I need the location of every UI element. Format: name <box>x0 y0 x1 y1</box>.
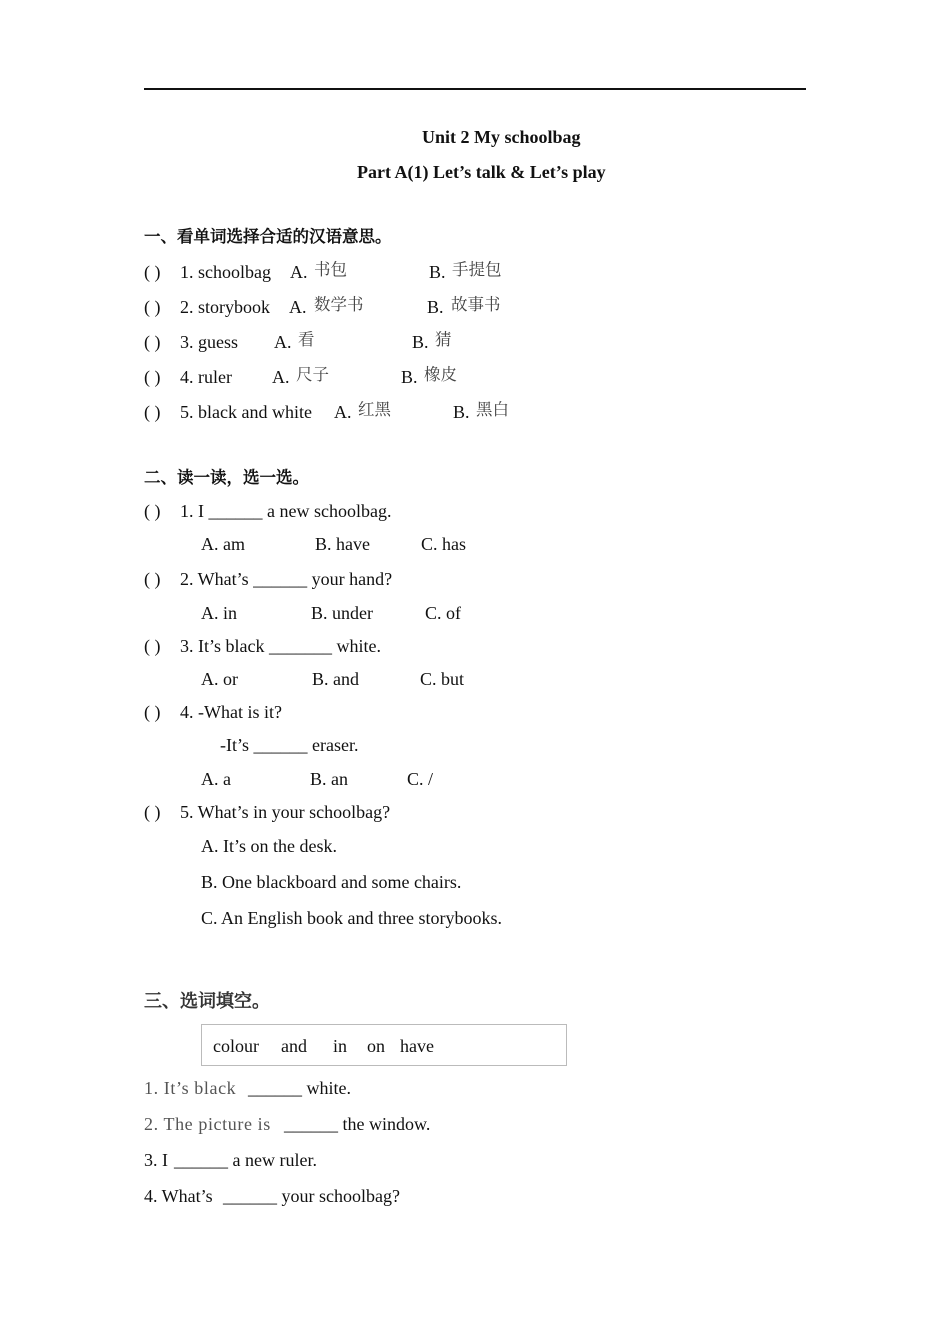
option-a-text: 看 <box>298 330 315 349</box>
option-c: C. has <box>421 534 466 554</box>
sentence-start: 4. What’s <box>144 1186 213 1206</box>
option-b-label: B. <box>429 262 446 282</box>
answer-bracket[interactable]: ( ) <box>144 636 161 656</box>
option-a-label: A. <box>289 297 307 317</box>
page-subtitle: Part A(1) Let’s talk & Let’s play <box>357 162 606 182</box>
section1-heading: 一、看单词选择合适的汉语意思。 <box>144 227 392 246</box>
option-c: C. An English book and three storybooks. <box>201 908 502 928</box>
option-b-label: B. <box>453 402 470 422</box>
answer-bracket[interactable]: ( ) <box>144 297 161 317</box>
option-a: A. or <box>201 669 238 689</box>
question-text: 2. storybook <box>180 297 270 317</box>
option-a-text: 数学书 <box>314 295 364 314</box>
option-b: B. an <box>310 769 348 789</box>
header-rule <box>144 88 806 90</box>
word-bank-word: have <box>400 1036 434 1056</box>
option-b-text: 黑白 <box>476 400 509 419</box>
section2-heading: 二、读一读，选一选。 <box>144 468 309 487</box>
answer-bracket[interactable]: ( ) <box>144 569 161 589</box>
sentence-blank[interactable]: ______ your schoolbag? <box>223 1186 400 1206</box>
option-b-text: 故事书 <box>451 295 501 314</box>
answer-bracket[interactable]: ( ) <box>144 367 161 387</box>
option-b: B. have <box>315 534 370 554</box>
option-a-text: 书包 <box>314 260 347 279</box>
sentence-start: 1. It’s black <box>144 1078 237 1098</box>
page-title: Unit 2 My schoolbag <box>422 127 581 147</box>
word-bank-word: and <box>281 1036 307 1056</box>
option-a: A. am <box>201 534 245 554</box>
option-a-label: A. <box>290 262 308 282</box>
option-c: C. / <box>407 769 434 789</box>
option-c: C. of <box>425 603 461 623</box>
option-b-label: B. <box>427 297 444 317</box>
question-text: 1. I ______ a new schoolbag. <box>180 501 392 521</box>
answer-bracket[interactable]: ( ) <box>144 262 161 282</box>
option-b-label: B. <box>401 367 418 387</box>
option-a-label: A. <box>272 367 290 387</box>
question-text-line2: -It’s ______ eraser. <box>220 735 359 755</box>
option-a: A. It’s on the desk. <box>201 836 337 856</box>
sentence-blank[interactable]: ______ white. <box>248 1078 351 1098</box>
option-b: B. under <box>311 603 373 623</box>
answer-bracket[interactable]: ( ) <box>144 802 161 822</box>
option-a-label: A. <box>274 332 292 352</box>
sentence-start: 2. The picture is <box>144 1114 271 1134</box>
question-text: 1. schoolbag <box>180 262 271 282</box>
option-b-text: 手提包 <box>452 260 502 279</box>
question-text: 5. black and white <box>180 402 312 422</box>
question-text: 5. What’s in your schoolbag? <box>180 802 391 822</box>
sentence-start: 3. I <box>144 1150 168 1170</box>
option-a: A. a <box>201 769 231 789</box>
option-b-text: 猜 <box>435 330 452 349</box>
question-text: 2. What’s ______ your hand? <box>180 569 393 589</box>
answer-bracket[interactable]: ( ) <box>144 402 161 422</box>
option-b: B. One blackboard and some chairs. <box>201 872 462 892</box>
answer-bracket[interactable]: ( ) <box>144 501 161 521</box>
word-bank-word: in <box>333 1036 348 1056</box>
option-b-text: 橡皮 <box>424 365 457 384</box>
sentence-blank[interactable]: ______ a new ruler. <box>174 1150 317 1170</box>
answer-bracket[interactable]: ( ) <box>144 332 161 352</box>
word-bank-word: on <box>367 1036 385 1056</box>
question-text: 3. It’s black _______ white. <box>180 636 381 656</box>
option-a-text: 尺子 <box>296 365 329 384</box>
option-b: B. and <box>312 669 359 689</box>
question-text: 3. guess <box>180 332 238 352</box>
question-text: 4. ruler <box>180 367 232 387</box>
option-b-label: B. <box>412 332 429 352</box>
option-c: C. but <box>420 669 465 689</box>
word-bank-word: colour <box>213 1036 259 1056</box>
option-a-text: 红黑 <box>358 400 391 419</box>
option-a: A. in <box>201 603 237 623</box>
sentence-blank[interactable]: ______ the window. <box>284 1114 431 1134</box>
option-a-label: A. <box>334 402 352 422</box>
section3-heading: 三、选词填空。 <box>144 991 270 1012</box>
answer-bracket[interactable]: ( ) <box>144 702 161 722</box>
question-text: 4. -What is it? <box>180 702 282 722</box>
